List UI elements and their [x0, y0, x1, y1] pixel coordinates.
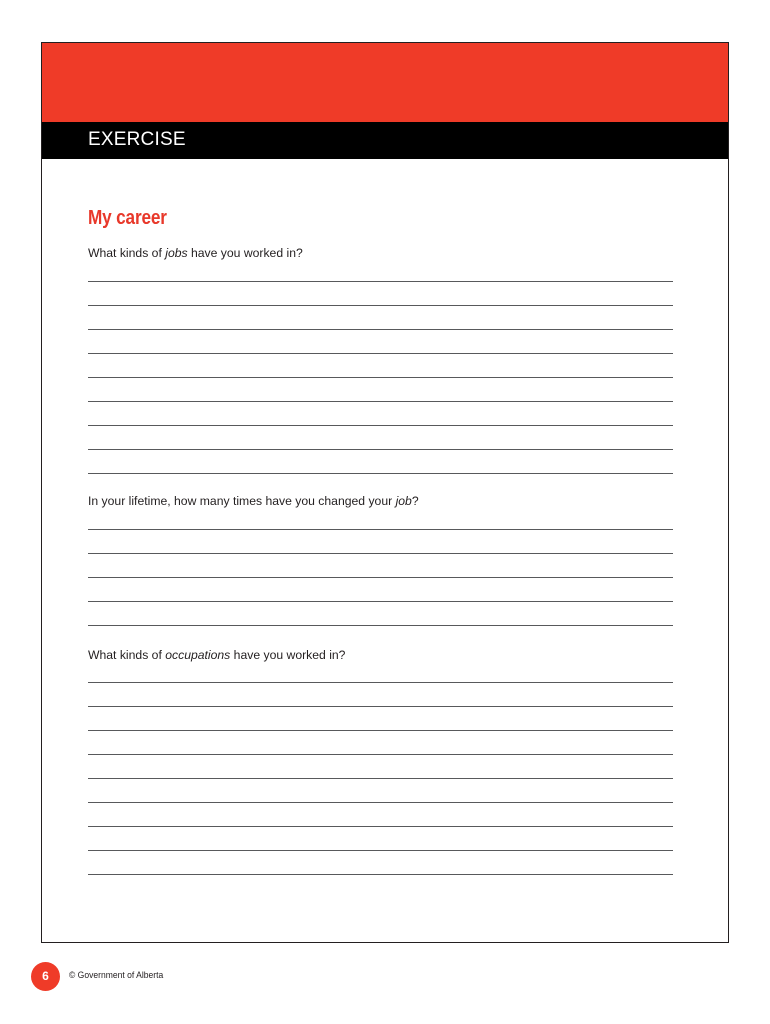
- question-jobs: [88, 246, 303, 260]
- question-job-changes: [88, 494, 419, 508]
- answer-line: [88, 850, 673, 851]
- answer-line: [88, 473, 673, 474]
- answer-line: [88, 449, 673, 450]
- header-red-band: [42, 43, 728, 122]
- question-emphasis: job: [395, 494, 412, 508]
- question-emphasis: occupations: [165, 648, 231, 662]
- answer-line: [88, 281, 673, 282]
- answer-line: [88, 425, 673, 426]
- header-black-band: [42, 122, 728, 159]
- answer-line: [88, 754, 673, 755]
- exercise-heading: EXERCISE: [88, 129, 186, 150]
- answer-line: [88, 577, 673, 578]
- answer-line: [88, 730, 673, 731]
- question-text-after: ?: [411, 494, 419, 508]
- question-text-before: What kinds of: [88, 648, 166, 662]
- question-text-before: In your lifetime, how many times have you changed your: [88, 494, 396, 508]
- answer-line: [88, 353, 673, 354]
- answer-line: [88, 601, 673, 602]
- answer-line: [88, 802, 673, 803]
- section-title: My career: [88, 207, 167, 229]
- question-text-after: have you worked in?: [187, 246, 303, 260]
- answer-line: [88, 377, 673, 378]
- question-text-after: have you worked in?: [230, 648, 346, 662]
- answer-line: [88, 529, 673, 530]
- exercise-page-frame: [41, 42, 729, 943]
- answer-line: [88, 305, 673, 306]
- answer-line: [88, 329, 673, 330]
- question-emphasis: jobs: [165, 246, 188, 260]
- copyright-text: © Government of Alberta: [69, 970, 164, 981]
- answer-line: [88, 874, 673, 875]
- answer-line: [88, 625, 673, 626]
- answer-line: [88, 778, 673, 779]
- question-occupations: [88, 648, 345, 662]
- answer-line: [88, 553, 673, 554]
- question-text-before: What kinds of: [88, 246, 166, 260]
- page-number-badge: 6: [31, 962, 60, 991]
- answer-line: [88, 401, 673, 402]
- answer-line: [88, 682, 673, 683]
- answer-line: [88, 706, 673, 707]
- answer-line: [88, 826, 673, 827]
